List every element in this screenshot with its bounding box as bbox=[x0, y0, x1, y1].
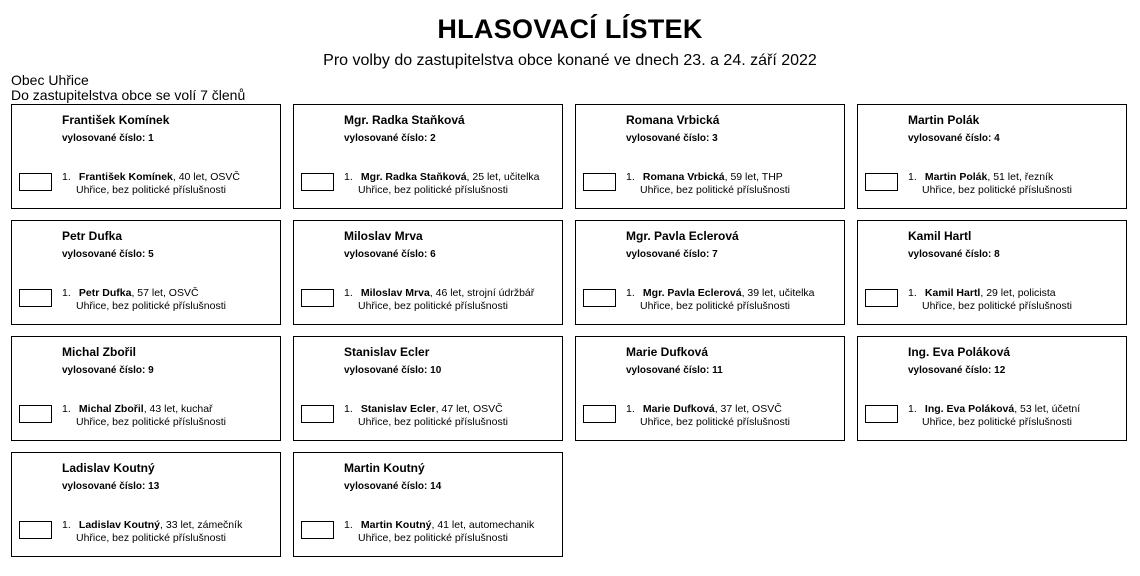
candidate-name: Marie Dufková bbox=[642, 403, 715, 415]
candidate-name: Martin Koutný bbox=[360, 519, 432, 531]
candidate-number: 1. bbox=[62, 519, 71, 531]
candidate-line bbox=[62, 519, 242, 531]
party-name: Martin Koutný bbox=[344, 461, 425, 475]
candidate-number: 1. bbox=[344, 519, 353, 531]
candidate-card bbox=[293, 336, 563, 441]
candidate-name: Mgr. Pavla Eclerová bbox=[642, 287, 742, 299]
party-name: Romana Vrbická bbox=[626, 113, 720, 127]
draw-label: vylosované číslo: bbox=[62, 249, 146, 260]
candidate-number: 1. bbox=[62, 287, 71, 299]
draw-value: 1 bbox=[148, 133, 154, 144]
candidate-affiliation: Uhřice, bez politické příslušnosti bbox=[76, 300, 226, 312]
candidate-affiliation: Uhřice, bez politické příslušnosti bbox=[922, 184, 1072, 196]
draw-label: vylosované číslo: bbox=[908, 365, 992, 376]
draw-value: 9 bbox=[148, 365, 154, 376]
draw-label: vylosované číslo: bbox=[626, 249, 710, 260]
candidate-line bbox=[62, 287, 199, 299]
candidate-info: , 37 let, OSVČ bbox=[714, 403, 782, 415]
draw-value: 3 bbox=[712, 133, 718, 144]
party-name: Ing. Eva Poláková bbox=[908, 345, 1011, 359]
draw-value: 4 bbox=[994, 133, 1000, 144]
candidate-card bbox=[575, 336, 845, 441]
candidate-info: , 51 let, řezník bbox=[987, 171, 1054, 183]
candidate-line bbox=[344, 171, 540, 183]
ballot-subtitle: Pro volby do zastupitelstva obce konané ve dnech 23. a 24. září 2022 bbox=[323, 52, 817, 69]
vote-checkbox[interactable] bbox=[19, 289, 52, 307]
candidate-name: Romana Vrbická bbox=[642, 171, 725, 183]
candidate-card bbox=[857, 220, 1127, 325]
draw-number bbox=[626, 133, 718, 144]
candidate-info: , 53 let, účetní bbox=[1014, 403, 1081, 415]
candidate-number: 1. bbox=[62, 171, 71, 183]
candidate-info: , 59 let, THP bbox=[724, 171, 783, 183]
draw-value: 13 bbox=[148, 481, 160, 492]
candidate-line bbox=[344, 519, 534, 531]
party-name: František Komínek bbox=[62, 113, 170, 127]
candidate-number: 1. bbox=[62, 403, 71, 415]
draw-label: vylosované číslo: bbox=[908, 249, 992, 260]
draw-label: vylosované číslo: bbox=[344, 133, 428, 144]
draw-number bbox=[626, 249, 718, 260]
candidate-number: 1. bbox=[908, 287, 917, 299]
candidate-affiliation: Uhřice, bez politické příslušnosti bbox=[358, 300, 508, 312]
candidate-name: Martin Polák bbox=[924, 171, 988, 183]
candidate-name: Ing. Eva Poláková bbox=[924, 403, 1015, 415]
candidate-name: Michal Zbořil bbox=[78, 403, 144, 415]
candidate-name: Mgr. Radka Staňková bbox=[360, 171, 467, 183]
candidate-name: František Komínek bbox=[78, 171, 173, 183]
candidate-affiliation: Uhřice, bez politické příslušnosti bbox=[640, 416, 790, 428]
candidate-affiliation: Uhřice, bez politické příslušnosti bbox=[76, 416, 226, 428]
draw-label: vylosované číslo: bbox=[62, 133, 146, 144]
candidate-line bbox=[626, 287, 815, 299]
draw-value: 8 bbox=[994, 249, 1000, 260]
draw-number bbox=[344, 365, 441, 376]
candidate-info: , 46 let, strojní údržbář bbox=[429, 287, 535, 299]
candidate-info: , 41 let, automechanik bbox=[431, 519, 535, 531]
vote-checkbox[interactable] bbox=[865, 289, 898, 307]
draw-label: vylosované číslo: bbox=[62, 481, 146, 492]
candidate-affiliation: Uhřice, bez politické příslušnosti bbox=[76, 532, 226, 544]
vote-checkbox[interactable] bbox=[865, 405, 898, 423]
draw-number bbox=[62, 481, 159, 492]
party-name: Martin Polák bbox=[908, 113, 980, 127]
candidate-info: , 43 let, kuchař bbox=[143, 403, 213, 415]
candidate-number: 1. bbox=[626, 403, 635, 415]
candidate-name: Stanislav Ecler bbox=[360, 403, 436, 415]
draw-number bbox=[344, 481, 441, 492]
candidate-number: 1. bbox=[626, 287, 635, 299]
draw-value: 12 bbox=[994, 365, 1006, 376]
candidate-affiliation: Uhřice, bez politické příslušnosti bbox=[358, 184, 508, 196]
vote-checkbox[interactable] bbox=[865, 173, 898, 191]
party-name: Mgr. Pavla Eclerová bbox=[626, 229, 739, 243]
candidate-info: , 33 let, zámečník bbox=[160, 519, 243, 531]
candidate-line bbox=[908, 171, 1053, 183]
candidate-number: 1. bbox=[626, 171, 635, 183]
candidate-info: , 57 let, OSVČ bbox=[131, 287, 199, 299]
candidate-affiliation: Uhřice, bez politické příslušnosti bbox=[640, 300, 790, 312]
candidate-name: Miloslav Mrva bbox=[360, 287, 430, 299]
candidate-name: Ladislav Koutný bbox=[78, 519, 161, 531]
candidate-line bbox=[344, 403, 503, 415]
candidate-affiliation: Uhřice, bez politické příslušnosti bbox=[922, 300, 1072, 312]
candidate-card bbox=[293, 452, 563, 557]
candidate-info: , 40 let, OSVČ bbox=[172, 171, 240, 183]
draw-number bbox=[344, 133, 436, 144]
candidate-number: 1. bbox=[344, 287, 353, 299]
candidate-info: , 29 let, policista bbox=[980, 287, 1056, 299]
candidate-name: Petr Dufka bbox=[78, 287, 132, 299]
vote-checkbox[interactable] bbox=[583, 405, 616, 423]
draw-value: 6 bbox=[430, 249, 436, 260]
draw-label: vylosované číslo: bbox=[626, 133, 710, 144]
candidate-affiliation: Uhřice, bez politické příslušnosti bbox=[358, 532, 508, 544]
candidate-name: Kamil Hartl bbox=[924, 287, 981, 299]
candidate-affiliation: Uhřice, bez politické příslušnosti bbox=[76, 184, 226, 196]
candidate-card bbox=[857, 104, 1127, 209]
candidate-number: 1. bbox=[344, 171, 353, 183]
draw-number bbox=[62, 249, 154, 260]
party-name: Michal Zbořil bbox=[62, 345, 137, 359]
party-name: Kamil Hartl bbox=[908, 229, 972, 243]
draw-label: vylosované číslo: bbox=[626, 365, 710, 376]
draw-label: vylosované číslo: bbox=[344, 481, 428, 492]
candidate-line bbox=[62, 171, 240, 183]
candidate-line bbox=[626, 403, 782, 415]
draw-number bbox=[626, 365, 723, 376]
candidate-card bbox=[857, 336, 1127, 441]
draw-number bbox=[908, 133, 1000, 144]
draw-value: 14 bbox=[430, 481, 442, 492]
vote-checkbox[interactable] bbox=[301, 289, 334, 307]
vote-checkbox[interactable] bbox=[301, 405, 334, 423]
candidate-number: 1. bbox=[908, 171, 917, 183]
draw-number bbox=[62, 133, 154, 144]
candidate-info: , 47 let, OSVČ bbox=[435, 403, 503, 415]
candidate-card bbox=[575, 104, 845, 209]
candidate-grid bbox=[11, 104, 1127, 557]
draw-label: vylosované číslo: bbox=[908, 133, 992, 144]
candidate-number: 1. bbox=[908, 403, 917, 415]
municipality-name: Obec Uhřice bbox=[11, 72, 89, 88]
draw-value: 10 bbox=[430, 365, 442, 376]
draw-number bbox=[62, 365, 154, 376]
draw-value: 2 bbox=[430, 133, 436, 144]
party-name: Ladislav Koutný bbox=[62, 461, 155, 475]
draw-number bbox=[908, 249, 1000, 260]
candidate-card bbox=[11, 104, 281, 209]
seats-info: Do zastupitelstva obce se volí 7 členů bbox=[11, 87, 246, 103]
vote-checkbox[interactable] bbox=[19, 405, 52, 423]
candidate-card bbox=[293, 104, 563, 209]
draw-label: vylosované číslo: bbox=[344, 365, 428, 376]
candidate-info: , 25 let, učitelka bbox=[466, 171, 540, 183]
vote-checkbox[interactable] bbox=[19, 521, 52, 539]
party-name: Marie Dufková bbox=[626, 345, 709, 359]
candidate-line bbox=[344, 287, 534, 299]
vote-checkbox[interactable] bbox=[583, 173, 616, 191]
vote-checkbox[interactable] bbox=[301, 173, 334, 191]
candidate-line bbox=[908, 287, 1056, 299]
draw-label: vylosované číslo: bbox=[344, 249, 428, 260]
vote-checkbox[interactable] bbox=[19, 173, 52, 191]
candidate-card bbox=[11, 452, 281, 557]
candidate-number: 1. bbox=[344, 403, 353, 415]
candidate-affiliation: Uhřice, bez politické příslušnosti bbox=[922, 416, 1072, 428]
candidate-line bbox=[62, 403, 213, 415]
vote-checkbox[interactable] bbox=[583, 289, 616, 307]
candidate-line bbox=[908, 403, 1080, 415]
candidate-affiliation: Uhřice, bez politické příslušnosti bbox=[640, 184, 790, 196]
vote-checkbox[interactable] bbox=[301, 521, 334, 539]
party-name: Stanislav Ecler bbox=[344, 345, 430, 359]
candidate-card bbox=[11, 220, 281, 325]
candidate-affiliation: Uhřice, bez politické příslušnosti bbox=[358, 416, 508, 428]
candidate-card bbox=[293, 220, 563, 325]
candidate-card bbox=[575, 220, 845, 325]
draw-number bbox=[344, 249, 436, 260]
draw-value: 5 bbox=[148, 249, 154, 260]
candidate-line bbox=[626, 171, 783, 183]
draw-label: vylosované číslo: bbox=[62, 365, 146, 376]
candidate-info: , 39 let, učitelka bbox=[741, 287, 815, 299]
candidate-card bbox=[11, 336, 281, 441]
draw-number bbox=[908, 365, 1005, 376]
party-name: Mgr. Radka Staňková bbox=[344, 113, 465, 127]
ballot-title: HLASOVACÍ LÍSTEK bbox=[437, 14, 703, 44]
draw-value: 7 bbox=[712, 249, 718, 260]
party-name: Miloslav Mrva bbox=[344, 229, 423, 243]
draw-value: 11 bbox=[712, 365, 723, 376]
party-name: Petr Dufka bbox=[62, 229, 123, 243]
